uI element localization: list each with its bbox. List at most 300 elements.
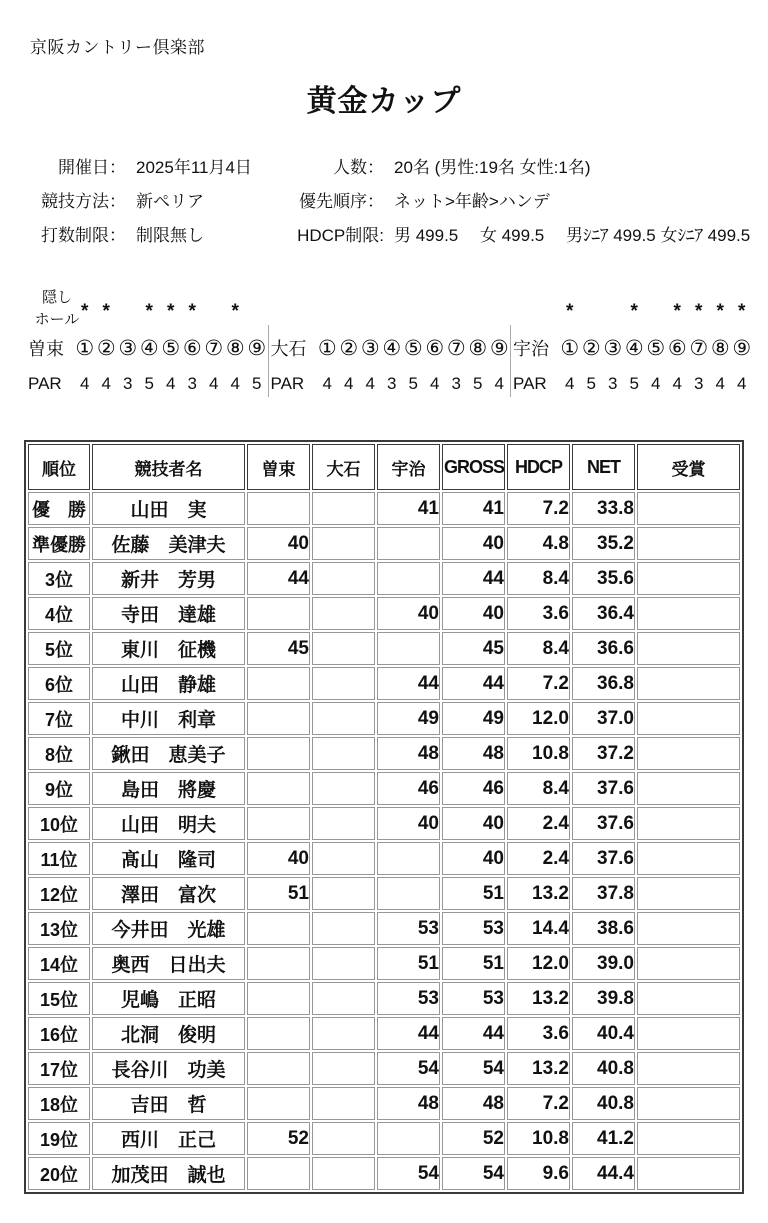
rank-cell: 15位 — [28, 982, 90, 1015]
info-label-label2: HDCP制限: — [297, 226, 384, 245]
hidden-hole-marker: * — [695, 301, 703, 322]
uji-cell: 54 — [377, 1157, 440, 1190]
par-value: 3 — [123, 374, 133, 393]
par-label: PAR — [270, 374, 305, 393]
rank-cell: 17位 — [28, 1052, 90, 1085]
hole-number-icon: ⑨ — [732, 336, 752, 360]
name-cell: 吉田 哲 — [92, 1087, 245, 1120]
hole-number-icon: ⑦ — [446, 336, 466, 360]
header-oishi-h: 大石 — [312, 444, 375, 490]
net-cell: 37.8 — [572, 877, 635, 910]
par-value: 5 — [144, 374, 154, 393]
net-cell: 37.0 — [572, 702, 635, 735]
hdcp-cell: 13.2 — [507, 877, 570, 910]
name-cell: 寺田 達雄 — [92, 597, 245, 630]
rank-cell: 8位 — [28, 737, 90, 770]
table-row — [28, 527, 740, 560]
award-cell — [637, 982, 740, 1015]
oishi-cell — [312, 492, 375, 525]
award-cell — [637, 842, 740, 875]
oishi-cell — [312, 562, 375, 595]
sotsuka-cell — [247, 702, 310, 735]
hdcp-cell: 7.2 — [507, 1087, 570, 1120]
rank-cell: 4位 — [28, 597, 90, 630]
course-name: 曽束 — [28, 339, 64, 359]
rank-cell: 優 勝 — [28, 492, 90, 525]
uji-cell: 51 — [377, 947, 440, 980]
uji-cell — [377, 632, 440, 665]
oishi-cell — [312, 982, 375, 1015]
hdcp-cell: 3.6 — [507, 1017, 570, 1050]
name-cell: 北洞 俊明 — [92, 1017, 245, 1050]
par-value: 5 — [252, 374, 262, 393]
results-table-body — [28, 492, 740, 1190]
table-row — [28, 597, 740, 630]
oishi-cell — [312, 597, 375, 630]
award-cell — [637, 1157, 740, 1190]
tournament-info — [0, 153, 768, 255]
info-label-label1: 開催日： — [58, 158, 126, 177]
rank-cell: 18位 — [28, 1087, 90, 1120]
net-cell: 35.2 — [572, 527, 635, 560]
uji-cell: 54 — [377, 1052, 440, 1085]
course-blocks — [28, 297, 752, 399]
hdcp-cell: 10.8 — [507, 1122, 570, 1155]
info-value-value2: 男 499.5 女 499.5 男ｼﾆｱ 499.5 女ｼﾆｱ 499.5 — [394, 226, 751, 245]
net-cell: 36.8 — [572, 667, 635, 700]
par-value: 3 — [694, 374, 704, 393]
info-value-value1: 制限無し — [136, 226, 204, 245]
hdcp-cell: 12.0 — [507, 947, 570, 980]
oishi-cell — [312, 702, 375, 735]
uji-cell: 40 — [377, 807, 440, 840]
gross-cell: 41 — [442, 492, 505, 525]
gross-cell: 48 — [442, 1087, 505, 1120]
hole-number-icon: ⑦ — [689, 336, 709, 360]
award-cell — [637, 702, 740, 735]
oishi-cell — [312, 1017, 375, 1050]
award-cell — [637, 807, 740, 840]
gross-cell: 44 — [442, 1017, 505, 1050]
hole-number-icon: ⑦ — [204, 336, 224, 360]
gross-cell: 40 — [442, 597, 505, 630]
gross-cell: 52 — [442, 1122, 505, 1155]
header-sotsuka-h: 曽束 — [247, 444, 310, 490]
table-row — [28, 912, 740, 945]
table-row — [28, 737, 740, 770]
sotsuka-cell: 40 — [247, 842, 310, 875]
table-row — [28, 667, 740, 700]
rank-cell: 19位 — [28, 1122, 90, 1155]
hidden-hole-marker: * — [630, 301, 638, 322]
hole-number-icon: ④ — [139, 336, 159, 360]
hole-number-icon: ⑥ — [425, 336, 445, 360]
hole-number-icon: ④ — [382, 336, 402, 360]
name-cell: 中川 利章 — [92, 702, 245, 735]
sotsuka-cell — [247, 912, 310, 945]
header-award-h: 受賞 — [637, 444, 740, 490]
hidden-hole-marker: * — [102, 301, 110, 322]
par-value: 4 — [101, 374, 111, 393]
par-value: 3 — [608, 374, 618, 393]
par-value: 5 — [629, 374, 639, 393]
hidden-hole-marker: * — [716, 301, 724, 322]
sotsuka-cell — [247, 597, 310, 630]
table-row — [28, 982, 740, 1015]
sotsuka-cell — [247, 1157, 310, 1190]
hdcp-cell: 2.4 — [507, 807, 570, 840]
info-label-label1: 打数制限： — [41, 226, 126, 245]
uji-cell: 44 — [377, 667, 440, 700]
gross-cell: 53 — [442, 982, 505, 1015]
par-value: 4 — [565, 374, 575, 393]
table-row — [28, 877, 740, 910]
hidden-hole-marker: * — [738, 301, 746, 322]
oishi-cell — [312, 1087, 375, 1120]
hdcp-cell: 13.2 — [507, 982, 570, 1015]
hole-number-icon: ③ — [603, 336, 623, 360]
net-cell: 39.8 — [572, 982, 635, 1015]
rank-cell: 準優勝 — [28, 527, 90, 560]
par-value: 4 — [80, 374, 90, 393]
par-value: 5 — [473, 374, 483, 393]
award-cell — [637, 527, 740, 560]
rank-cell: 5位 — [28, 632, 90, 665]
hole-number-icon: ⑥ — [182, 336, 202, 360]
gross-cell: 40 — [442, 527, 505, 560]
uji-cell: 49 — [377, 702, 440, 735]
oishi-cell — [312, 1122, 375, 1155]
par-value: 4 — [230, 374, 240, 393]
hidden-hole-marker: * — [566, 301, 574, 322]
table-row — [28, 632, 740, 665]
header-uji-h: 宇治 — [377, 444, 440, 490]
name-cell: 西川 正己 — [92, 1122, 245, 1155]
hole-number-icon: ③ — [360, 336, 380, 360]
par-value: 3 — [187, 374, 197, 393]
gross-cell: 44 — [442, 562, 505, 595]
gross-cell: 53 — [442, 912, 505, 945]
table-row — [28, 1087, 740, 1120]
hole-number-icon: ⑤ — [403, 336, 423, 360]
sotsuka-cell — [247, 492, 310, 525]
hdcp-cell: 3.6 — [507, 597, 570, 630]
hidden-hole-marker: * — [167, 301, 175, 322]
gross-cell: 45 — [442, 632, 505, 665]
gross-cell: 48 — [442, 737, 505, 770]
net-cell: 40.8 — [572, 1087, 635, 1120]
name-cell: 山田 実 — [92, 492, 245, 525]
header-name-h: 競技者名 — [92, 444, 245, 490]
hdcp-cell: 7.2 — [507, 667, 570, 700]
gross-cell: 40 — [442, 842, 505, 875]
net-cell: 38.6 — [572, 912, 635, 945]
oishi-cell — [312, 947, 375, 980]
net-cell: 41.2 — [572, 1122, 635, 1155]
par-value: 5 — [586, 374, 596, 393]
gross-cell: 44 — [442, 667, 505, 700]
hdcp-cell: 8.4 — [507, 772, 570, 805]
sotsuka-cell — [247, 1087, 310, 1120]
sotsuka-cell — [247, 947, 310, 980]
uji-cell — [377, 877, 440, 910]
hdcp-cell: 4.8 — [507, 527, 570, 560]
results-table — [24, 440, 744, 1194]
net-cell: 37.6 — [572, 807, 635, 840]
name-cell: 髙山 隆司 — [92, 842, 245, 875]
rank-cell: 6位 — [28, 667, 90, 700]
name-cell: 澤田 富次 — [92, 877, 245, 910]
gross-cell: 54 — [442, 1157, 505, 1190]
info-value-value2: ネット>年齢>ハンデ — [394, 192, 550, 211]
hole-number-icon: ⑧ — [468, 336, 488, 360]
sotsuka-cell: 44 — [247, 562, 310, 595]
hole-number-icon: ② — [339, 336, 359, 360]
hole-number-icon: ⑨ — [489, 336, 509, 360]
par-label: PAR — [513, 374, 547, 393]
info-label-label1: 競技方法： — [41, 192, 126, 211]
hidden-hole-marker: * — [673, 301, 681, 322]
hdcp-cell: 2.4 — [507, 842, 570, 875]
uji-cell — [377, 527, 440, 560]
gross-cell: 46 — [442, 772, 505, 805]
par-value: 4 — [430, 374, 440, 393]
award-cell — [637, 597, 740, 630]
par-value: 4 — [322, 374, 332, 393]
hidden-holes-label-line1: 隠し — [41, 289, 72, 306]
hole-number-icon: ⑥ — [667, 336, 687, 360]
rank-cell: 16位 — [28, 1017, 90, 1050]
award-cell — [637, 912, 740, 945]
award-cell — [637, 492, 740, 525]
gross-cell: 49 — [442, 702, 505, 735]
name-cell: 児嶋 正昭 — [92, 982, 245, 1015]
uji-cell: 48 — [377, 1087, 440, 1120]
table-row — [28, 947, 740, 980]
course-block-1 — [268, 297, 511, 399]
rank-cell: 14位 — [28, 947, 90, 980]
oishi-cell — [312, 842, 375, 875]
hidden-hole-marker: * — [231, 301, 239, 322]
rank-cell: 11位 — [28, 842, 90, 875]
rank-cell: 12位 — [28, 877, 90, 910]
hdcp-cell: 7.2 — [507, 492, 570, 525]
net-cell: 37.6 — [572, 772, 635, 805]
name-cell: 奥西 日出夫 — [92, 947, 245, 980]
header-hdcp-h: HDCP — [507, 444, 570, 490]
club-name: 京阪カントリー倶楽部 — [30, 38, 205, 57]
sotsuka-cell — [247, 807, 310, 840]
par-label: PAR — [28, 374, 62, 393]
hole-number-icon: ② — [96, 336, 116, 360]
oishi-cell — [312, 807, 375, 840]
name-cell: 新井 芳男 — [92, 562, 245, 595]
uji-cell: 53 — [377, 982, 440, 1015]
hidden-holes-section — [28, 287, 752, 399]
gross-cell: 51 — [442, 947, 505, 980]
course-name: 大石 — [270, 339, 307, 359]
award-cell — [637, 1087, 740, 1120]
net-cell: 44.4 — [572, 1157, 635, 1190]
info-label-label2: 人数： — [333, 158, 384, 177]
par-value: 4 — [365, 374, 375, 393]
info-label-label2: 優先順序： — [299, 192, 384, 211]
name-cell: 山田 静雄 — [92, 667, 245, 700]
uji-cell: 46 — [377, 772, 440, 805]
hole-number-icon: ⑤ — [646, 336, 666, 360]
hdcp-cell: 8.4 — [507, 632, 570, 665]
rank-cell: 13位 — [28, 912, 90, 945]
hdcp-cell: 8.4 — [507, 562, 570, 595]
sotsuka-cell: 52 — [247, 1122, 310, 1155]
sotsuka-cell — [247, 667, 310, 700]
sotsuka-cell — [247, 737, 310, 770]
info-row-0 — [0, 153, 768, 187]
table-row — [28, 562, 740, 595]
par-value: 4 — [737, 374, 747, 393]
hdcp-cell: 14.4 — [507, 912, 570, 945]
results-table-header — [28, 444, 740, 490]
par-value: 5 — [408, 374, 418, 393]
uji-cell: 44 — [377, 1017, 440, 1050]
info-value-value2: 20名 (男性:19名 女性:1名) — [394, 158, 591, 177]
name-cell: 佐藤 美津夫 — [92, 527, 245, 560]
award-cell — [637, 667, 740, 700]
oishi-cell — [312, 772, 375, 805]
hole-number-icon: ① — [560, 336, 580, 360]
award-cell — [637, 562, 740, 595]
net-cell: 37.6 — [572, 842, 635, 875]
uji-cell — [377, 842, 440, 875]
name-cell: 長谷川 功美 — [92, 1052, 245, 1085]
gross-cell: 54 — [442, 1052, 505, 1085]
course-block-0 — [28, 297, 268, 399]
table-row — [28, 1052, 740, 1085]
sotsuka-cell — [247, 1052, 310, 1085]
hdcp-cell: 13.2 — [507, 1052, 570, 1085]
uji-cell — [377, 1122, 440, 1155]
header-gross-h: GROSS — [442, 444, 505, 490]
hidden-hole-marker: * — [188, 301, 196, 322]
table-row — [28, 807, 740, 840]
rank-cell: 3位 — [28, 562, 90, 595]
sotsuka-cell: 45 — [247, 632, 310, 665]
net-cell: 35.6 — [572, 562, 635, 595]
award-cell — [637, 772, 740, 805]
sotsuka-cell: 51 — [247, 877, 310, 910]
par-value: 4 — [672, 374, 682, 393]
award-cell — [637, 1017, 740, 1050]
gross-cell: 51 — [442, 877, 505, 910]
award-cell — [637, 1052, 740, 1085]
par-value: 4 — [344, 374, 354, 393]
header-net-h: NET — [572, 444, 635, 490]
par-value: 3 — [451, 374, 461, 393]
uji-cell: 53 — [377, 912, 440, 945]
par-value: 4 — [209, 374, 219, 393]
award-cell — [637, 877, 740, 910]
name-cell: 鍬田 恵美子 — [92, 737, 245, 770]
name-cell: 東川 征機 — [92, 632, 245, 665]
rank-cell: 9位 — [28, 772, 90, 805]
sotsuka-cell: 40 — [247, 527, 310, 560]
table-row — [28, 702, 740, 735]
hidden-holes-label-line2: ホール — [34, 311, 80, 328]
table-row — [28, 1017, 740, 1050]
par-value: 4 — [494, 374, 504, 393]
name-cell: 島田 將慶 — [92, 772, 245, 805]
table-row — [28, 1122, 740, 1155]
net-cell: 36.6 — [572, 632, 635, 665]
net-cell: 39.0 — [572, 947, 635, 980]
course-name: 宇治 — [513, 339, 549, 359]
info-row-1 — [0, 187, 768, 221]
net-cell: 33.8 — [572, 492, 635, 525]
hdcp-cell: 9.6 — [507, 1157, 570, 1190]
sotsuka-cell — [247, 982, 310, 1015]
info-value-value1: 新ペリア — [136, 192, 204, 211]
rank-cell: 10位 — [28, 807, 90, 840]
net-cell: 37.2 — [572, 737, 635, 770]
table-row — [28, 842, 740, 875]
name-cell: 山田 明夫 — [92, 807, 245, 840]
table-row — [28, 772, 740, 805]
oishi-cell — [312, 632, 375, 665]
oishi-cell — [312, 1157, 375, 1190]
oishi-cell — [312, 1052, 375, 1085]
uji-cell: 40 — [377, 597, 440, 630]
oishi-cell — [312, 527, 375, 560]
hdcp-cell: 12.0 — [507, 702, 570, 735]
course-block-2 — [510, 297, 753, 399]
gross-cell: 40 — [442, 807, 505, 840]
page-title: 黄金カップ — [306, 85, 462, 118]
hole-number-icon: ② — [581, 336, 601, 360]
award-cell — [637, 947, 740, 980]
oishi-cell — [312, 737, 375, 770]
uji-cell — [377, 562, 440, 595]
award-cell — [637, 632, 740, 665]
par-value: 3 — [387, 374, 397, 393]
hole-number-icon: ④ — [624, 336, 644, 360]
rank-cell: 20位 — [28, 1157, 90, 1190]
net-cell: 36.4 — [572, 597, 635, 630]
hole-number-icon: ⑧ — [710, 336, 730, 360]
name-cell: 加茂田 誠也 — [92, 1157, 245, 1190]
net-cell: 40.4 — [572, 1017, 635, 1050]
award-cell — [637, 737, 740, 770]
hole-number-icon: ③ — [118, 336, 138, 360]
award-cell — [637, 1122, 740, 1155]
hole-number-icon: ⑧ — [225, 336, 245, 360]
hole-number-icon: ① — [75, 336, 95, 360]
sotsuka-cell — [247, 1017, 310, 1050]
uji-cell: 41 — [377, 492, 440, 525]
hole-number-icon: ⑨ — [247, 336, 267, 360]
oishi-cell — [312, 667, 375, 700]
net-cell: 40.8 — [572, 1052, 635, 1085]
par-value: 4 — [166, 374, 176, 393]
table-row — [28, 492, 740, 525]
rank-cell: 7位 — [28, 702, 90, 735]
par-value: 4 — [651, 374, 661, 393]
name-cell: 今井田 光雄 — [92, 912, 245, 945]
par-value: 4 — [715, 374, 725, 393]
hidden-hole-marker: * — [81, 301, 89, 322]
table-row — [28, 1157, 740, 1190]
info-row-2 — [0, 221, 768, 255]
oishi-cell — [312, 912, 375, 945]
